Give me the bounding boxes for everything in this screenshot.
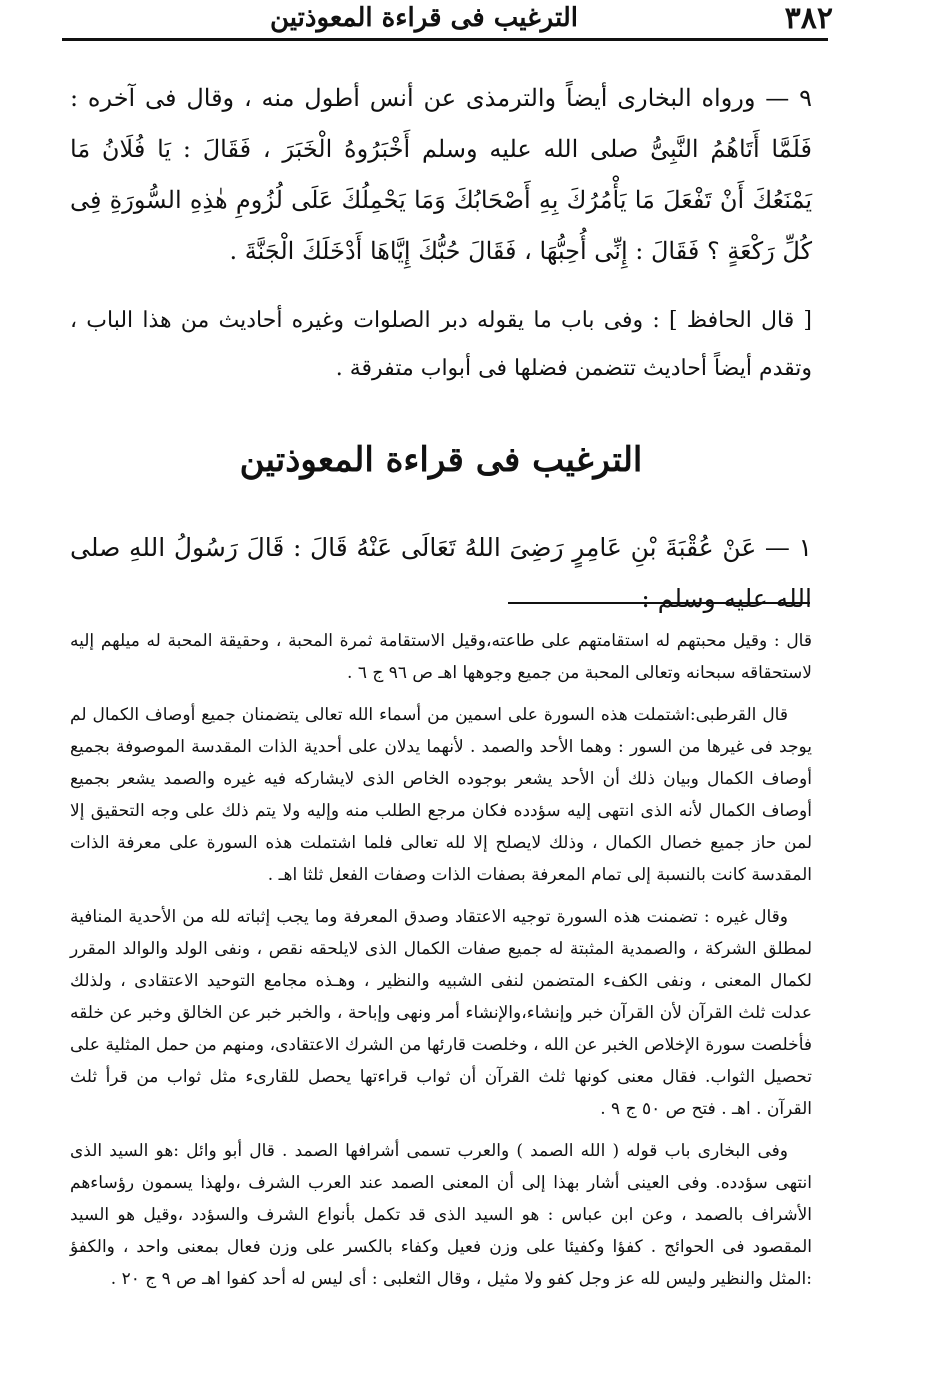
hadith-9-block bbox=[70, 73, 812, 277]
page-header bbox=[70, 0, 833, 36]
hadith-number: ١ bbox=[798, 533, 813, 562]
page-number: ٣٨٢ bbox=[784, 0, 833, 36]
hadith-9-paragraph bbox=[70, 73, 812, 277]
footnote-paragraph: وفى البخارى باب قوله ( الله الصمد ) والعرب تسمى أشرافها الصمد . قال أبو وائل :هو السيد الذى انتهى سؤدده. وفى العينى أشار بهذا إلى أن المعنى الصمد عند العرب الشرف ،ولهذا يسمون رؤساءهم الأشراف بالصمد ، وعن ابن عباس : هو السيد الذى قد تكمل بأنواع الشرف والسؤدد ،وقيل هو السيد المقصود فى الحوائج . كفؤا وكفيئا على وزن فعيل وكفاء بالكسر على وزن فعال بمعنى واحد ، والكفؤ :المثل والنظير وليس لله عز وجل كفو ولا مثيل ، وقال الثعلبى : أى ليس له أحد كفوا اهـ ص ٩ ج ٢٠ . bbox=[70, 1141, 812, 1289]
hadith-text: — عَنْ عُقْبَةَ بْنِ عَامِرٍ رَضِىَ اللهُ تَعَالَى عَنْهُ قَالَ : قَالَ رَسُولُ اللهِ صلى الله عليه وسلم : bbox=[70, 533, 812, 613]
hafiz-note-text: [ قال الحافظ ] : وفى باب ما يقوله دبر الصلوات وغيره أحاديث من هذا الباب ، وتقدم أيضاً أحاديث تتضمن فضلها فى أبواب متفرقة . bbox=[70, 308, 812, 381]
chapter-title: الترغيب فى قراءة المعوذتين bbox=[239, 440, 643, 480]
footnote-paragraph: قال القرطبى:اشتملت هذه السورة على اسمين من أسماء الله تعالى يتضمنان جميع أوصاف الكمال لم يوجد فى غيرها من السور : وهما الأحد والصمد . لأنهما يدلان على أحدية الذات المقدسة الموصوفة بجميع أوصاف الكمال وبيان ذلك أن الأحد يشعر بوجوده الخاص الذى لايشاركه فيه غيره والصمد يشعر بجميع أوصاف الكمال لأنه الذى انتهى إليه سؤدده فكان مرجع الطلب منه وإليه ولا يتم ذلك على وجه التحقيق إلا لمن حاز جميع خصال الكمال ، وذلك لايصلح إلا لله تعالى فلما اشتملت هذه السورة على معرفة الذات المقدسة كانت بالنسبة إلى تمام المعرفة بصفات الذات وصفات الفعل ثلثا اهـ . bbox=[70, 705, 812, 885]
hafiz-note-block bbox=[70, 297, 812, 393]
hadith-1-paragraph bbox=[70, 522, 812, 624]
header-rule bbox=[62, 38, 828, 41]
footnote-paragraph: وقال غيره : تضمنت هذه السورة توجيه الاعتقاد وصدق المعرفة وما يجب إثباته لله من الأحدية المنافية لمطلق الشركة ، والصمدية المثبتة له جميع صفات الكمال الذى لايلحقه نقص ، ونفى الولد والوالد المقرر لكمال المعنى ، ونفى الكفء المتضمن لنفى الشبيه والنظير ، وهـذه مجامع التوحيد الاعتقادى ، ولذلك عدلت ثلث القرآن لأن القرآن خبر وإنشاء،والإنشاء أمر ونهى وإباحة ، والخبر خبر عن الخالق وخبر عن خلقه فأخلصت سورة الإخلاص الخبر عن الله ، وخلصت قارئها من الشرك الاعتقادى، ومنهم من حمل المثلية على تحصيل الثواب. فقال معنى كونها ثلث القرآن أن ثواب قراءتها يحصل للقارىء مثل ثواب من قرأ ثلث القرآن . اهـ . فتح ص ٥٠ ج ٩ . bbox=[70, 907, 812, 1119]
hadith-1-block bbox=[70, 522, 812, 624]
running-title: الترغيب فى قراءة المعوذتين bbox=[270, 3, 579, 33]
footnote-paragraph: قال : وقيل محبتهم له استقامتهم على طاعته،وقيل الاستقامة ثمرة المحبة ، وحقيقة المحبة له ميلهم إليه لاستحقاقه سبحانه وتعالى المحبة من جميع وجوهها اهـ ص ٩٦ ج ٦ . bbox=[70, 631, 812, 683]
hadith-text: — ورواه البخارى أيضاً والترمذى عن أنس أطول منه ، وقال فى آخره : فَلَمَّا أَتَاهُمُ النَّبِىُّ صلى الله عليه وسلم أَخْبَرُوهُ الْخَبَرَ ، فَقَالَ : يَا فُلَانُ مَا يَمْنَعُكَ أَنْ تَفْعَلَ مَا يَأْمُرُكَ بِهِ أَصْحَابُكَ وَمَا يَحْمِلُكَ عَلَى لُزُومِ هٰذِهِ السُّورَةِ فِى كُلِّ رَكْعَةٍ ؟ فَقَالَ : إِنِّى أُحِبُّهَا ، فَقَالَ حُبُّكَ إِيَّاهَا أَدْخَلَكَ الْجَنَّةَ . bbox=[70, 84, 812, 265]
footnotes bbox=[70, 625, 812, 1305]
hadith-number: ٩ bbox=[799, 84, 812, 112]
footnote-separator bbox=[508, 602, 810, 604]
